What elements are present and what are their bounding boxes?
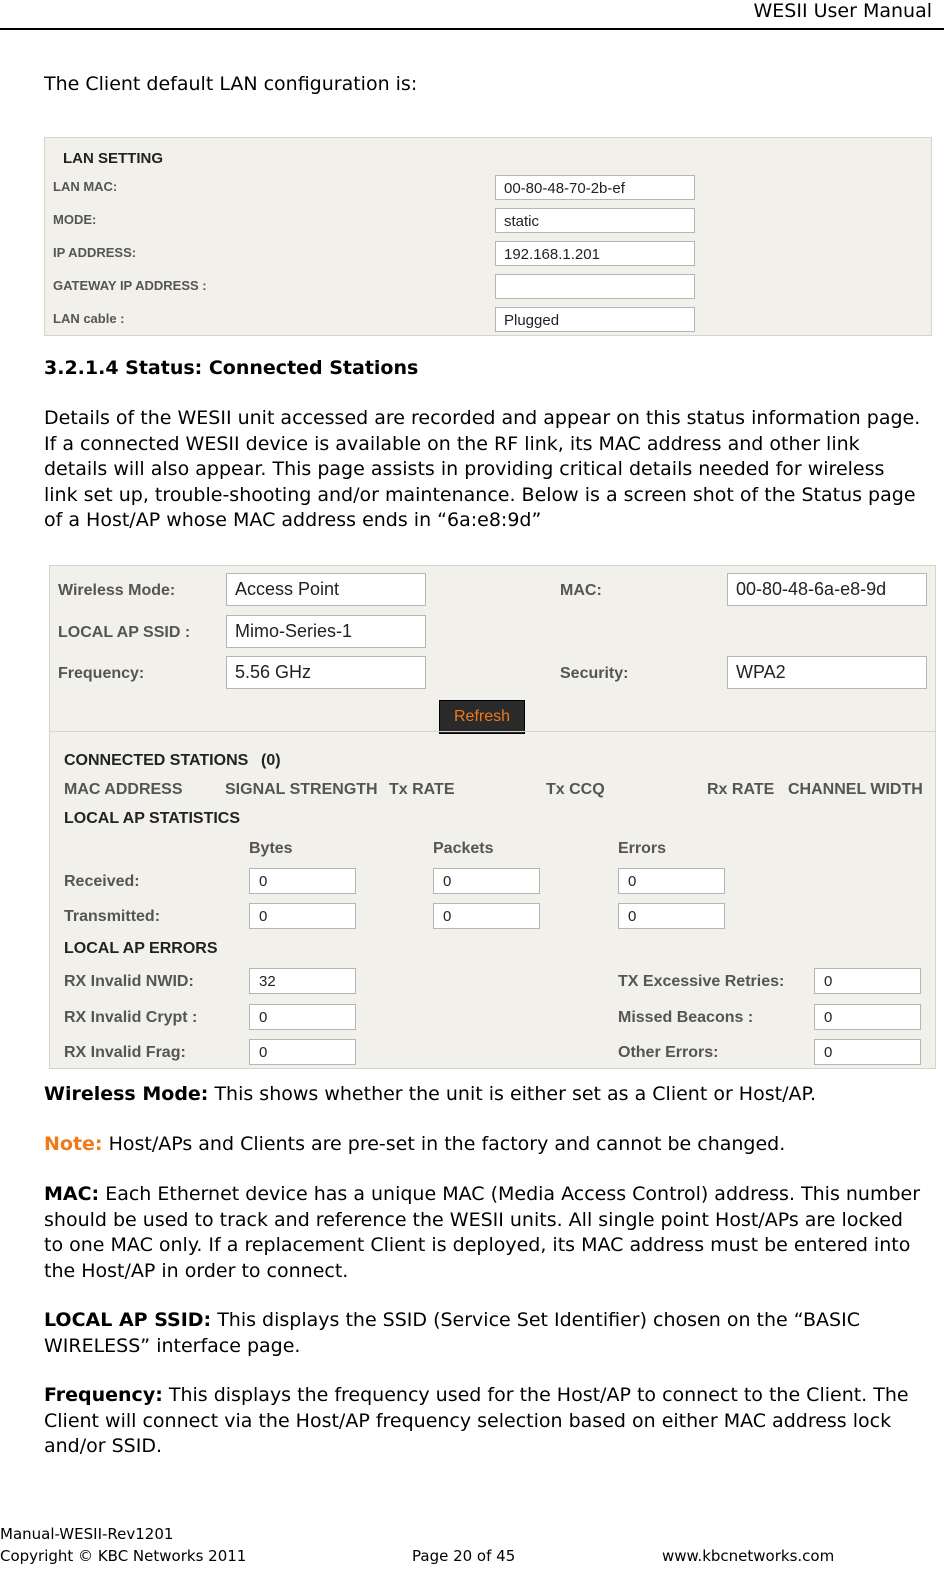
received-label: Received:: [64, 873, 140, 890]
col-tx-ccq: Tx CCQ: [546, 781, 605, 798]
status-panel: [49, 565, 936, 1069]
def-ssid-text: This displays the SSID (Service Set Identifier) chosen on the “BASIC WIRELESS” interface page.: [44, 1309, 860, 1357]
footer-copyright: Copyright © KBC Networks 2011: [0, 1547, 247, 1565]
tx-excessive-retries-label: TX Excessive Retries:: [618, 973, 785, 990]
col-channel-width: CHANNEL WIDTH: [788, 781, 923, 798]
def-mac-term: MAC:: [44, 1183, 100, 1205]
lan-cable-label: LAN cable :: [53, 311, 125, 326]
rx-invalid-frag-label: RX Invalid Frag:: [64, 1044, 186, 1061]
def-ssid: [44, 1308, 924, 1359]
lan-mac-label: LAN MAC:: [53, 179, 118, 194]
frequency-label: Frequency:: [58, 665, 145, 682]
tx-excessive-retries-field[interactable]: 0: [814, 968, 921, 994]
lan-cable-field[interactable]: Plugged: [495, 307, 695, 332]
transmitted-packets-field[interactable]: 0: [433, 903, 540, 929]
def-mac-text: Each Ethernet device has a unique MAC (Media Access Control) address. This number should be used to track and reference the WESII units. All single point Host/APs are locked to one MAC only. If a replacement Client is deployed, its MAC address must be entered into the Host/AP in order to connect.: [44, 1183, 921, 1282]
received-bytes-field[interactable]: 0: [249, 868, 356, 894]
col-signal-strength: SIGNAL STRENGTH: [225, 781, 378, 798]
packets-header: Packets: [433, 840, 494, 857]
section-body: Details of the WESII unit accessed are recorded and appear on this status information page. If a connected WESII device is available on the RF link, its MAC address and other link details will also appear. This page assists in providing critical details needed for wireless link set up, trouble-shooting and/or maintenance. Below is a screen shot of the Status page of a Host/AP whose MAC address ends in “6a:e8:9d”: [44, 407, 921, 531]
other-errors-field[interactable]: 0: [814, 1039, 921, 1065]
header-rule: [0, 28, 944, 30]
ssid-label: LOCAL AP SSID :: [58, 624, 191, 641]
mode-field[interactable]: static: [495, 208, 695, 233]
def-frequency-text: This displays the frequency used for the Host/AP to connect to the Client. The Client will connect via the Host/AP frequency selection based on either MAC address lock and/or SSID.: [44, 1384, 909, 1457]
missed-beacons-label: Missed Beacons :: [618, 1009, 754, 1026]
footer-doc-id: Manual-WESII-Rev1201: [0, 1525, 174, 1543]
def-note-text: Host/APs and Clients are pre-set in the factory and cannot be changed.: [102, 1133, 786, 1155]
wireless-mode-label: Wireless Mode:: [58, 582, 176, 599]
local-ap-statistics-title: LOCAL AP STATISTICS: [64, 810, 241, 827]
col-tx-rate: Tx RATE: [389, 781, 455, 798]
mode-label: MODE:: [53, 212, 97, 227]
wireless-mode-field[interactable]: Access Point: [226, 573, 426, 606]
col-mac-address: MAC ADDRESS: [64, 781, 183, 798]
transmitted-bytes-field[interactable]: 0: [249, 903, 356, 929]
def-frequency-term: Frequency:: [44, 1384, 163, 1406]
rx-invalid-crypt-label: RX Invalid Crypt :: [64, 1009, 198, 1026]
lan-mac-field[interactable]: 00-80-48-70-2b-ef: [495, 175, 695, 200]
rx-invalid-crypt-field[interactable]: 0: [249, 1004, 356, 1030]
gateway-field[interactable]: [495, 274, 695, 299]
rx-invalid-frag-field[interactable]: 0: [249, 1039, 356, 1065]
received-errors-field[interactable]: 0: [618, 868, 725, 894]
header-title: WESII User Manual: [753, 0, 932, 22]
def-frequency: [44, 1383, 924, 1460]
footer-url: www.kbcnetworks.com: [662, 1547, 835, 1565]
intro-text: The Client default LAN configuration is:: [44, 73, 418, 95]
transmitted-label: Transmitted:: [64, 908, 161, 925]
def-note-term: Note:: [44, 1133, 103, 1155]
errors-header: Errors: [618, 840, 667, 857]
col-rx-rate: Rx RATE: [707, 781, 775, 798]
connected-stations-title: CONNECTED STATIONS: [64, 752, 249, 769]
def-wireless-mode-text: This shows whether the unit is either set as a Client or Host/AP.: [208, 1083, 817, 1105]
ip-address-label: IP ADDRESS:: [53, 245, 137, 260]
def-wireless-mode: [44, 1082, 924, 1108]
other-errors-label: Other Errors:: [618, 1044, 719, 1061]
lan-setting-panel: [44, 137, 932, 336]
footer-page-number: Page 20 of 45: [412, 1547, 516, 1565]
def-wireless-mode-term: Wireless Mode:: [44, 1083, 209, 1105]
local-ap-errors-title: LOCAL AP ERRORS: [64, 940, 218, 957]
security-label: Security:: [560, 665, 629, 682]
security-field[interactable]: WPA2: [727, 656, 927, 689]
rx-invalid-nwid-field[interactable]: 32: [249, 968, 356, 994]
frequency-field[interactable]: 5.56 GHz: [226, 656, 426, 689]
mac-field[interactable]: 00-80-48-6a-e8-9d: [727, 573, 927, 606]
received-packets-field[interactable]: 0: [433, 868, 540, 894]
section-title: 3.2.1.4 Status: Connected Stations: [44, 357, 419, 379]
lan-setting-heading: LAN SETTING: [63, 150, 163, 167]
refresh-button[interactable]: Refresh: [439, 700, 525, 734]
transmitted-errors-field[interactable]: 0: [618, 903, 725, 929]
def-mac: [44, 1182, 924, 1284]
ssid-field[interactable]: Mimo-Series-1: [226, 615, 426, 648]
connected-stations-count: (0): [261, 752, 281, 769]
missed-beacons-field[interactable]: 0: [814, 1004, 921, 1030]
gateway-label: GATEWAY IP ADDRESS :: [53, 278, 207, 293]
def-ssid-term: LOCAL AP SSID:: [44, 1309, 212, 1331]
bytes-header: Bytes: [249, 840, 293, 857]
panel-divider: [50, 731, 935, 732]
rx-invalid-nwid-label: RX Invalid NWID:: [64, 973, 194, 990]
def-note: [44, 1132, 924, 1158]
mac-label: MAC:: [560, 582, 602, 599]
ip-address-field[interactable]: 192.168.1.201: [495, 241, 695, 266]
